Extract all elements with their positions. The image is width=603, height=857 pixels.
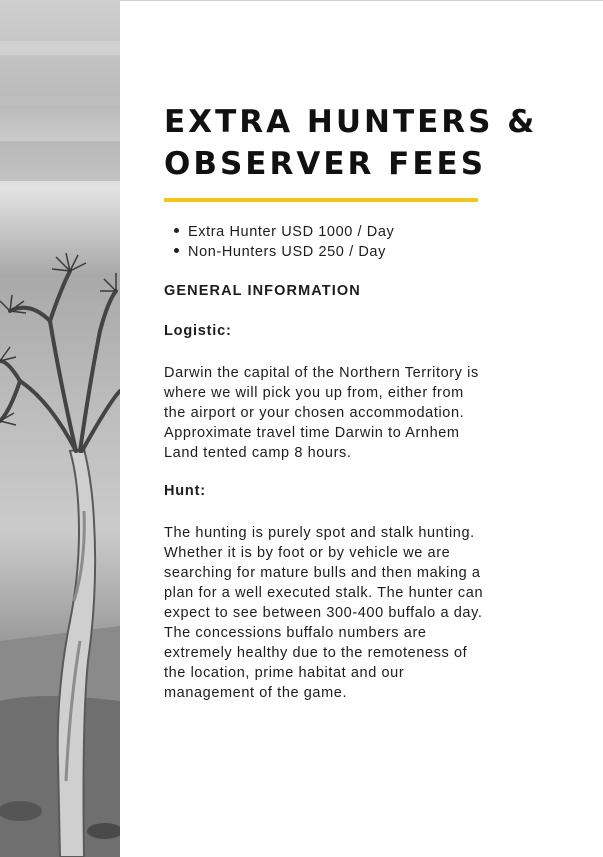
title-line-2: OBSERVER FEES [164,146,487,182]
hunt-line: The concessions buffalo numbers are [164,625,427,641]
bullet-icon [174,248,179,253]
logistic-paragraph [164,363,556,463]
logistic-line: Darwin the capital of the Northern Territory is [164,365,479,381]
hunt-line: plan for a well executed stalk. The hunter can [164,585,484,601]
fee-item-non-hunters [174,242,394,262]
tree-illustration [0,1,120,857]
general-information-heading: GENERAL INFORMATION [164,283,361,299]
fee-item-extra-hunter [174,222,394,242]
fee-item-label: Non-Hunters USD 250 / Day [188,244,386,260]
logistic-line: Approximate travel time Darwin to Arnhem [164,425,460,441]
logistic-line: the airport or your chosen accommodation. [164,405,465,421]
hunt-line: The hunting is purely spot and stalk hunting. [164,525,475,541]
fee-list [174,222,394,262]
hunt-line: searching for mature bulls and then making a [164,565,481,581]
logistic-line: Land tented camp 8 hours. [164,445,352,461]
hunt-line: expect to see between 300-400 buffalo a day. [164,605,483,621]
title-line-1: EXTRA HUNTERS & [164,104,538,140]
quiver-tree-photo [0,1,120,857]
fee-item-label: Extra Hunter USD 1000 / Day [188,224,395,240]
hunt-line: extremely healthy due to the remoteness of [164,645,468,661]
hunt-paragraph [164,523,556,703]
hunt-line: the location, prime habitat and our [164,665,405,681]
page-title [164,101,584,185]
logistic-heading: Logistic: [164,323,232,339]
yellow-divider [164,198,478,202]
hunt-line: management of the game. [164,685,348,701]
logistic-line: where we will pick you up from, either from [164,385,464,401]
hunt-heading: Hunt: [164,483,206,499]
hunt-line: Whether it is by foot or by vehicle we are [164,545,451,561]
bullet-icon [174,228,179,233]
